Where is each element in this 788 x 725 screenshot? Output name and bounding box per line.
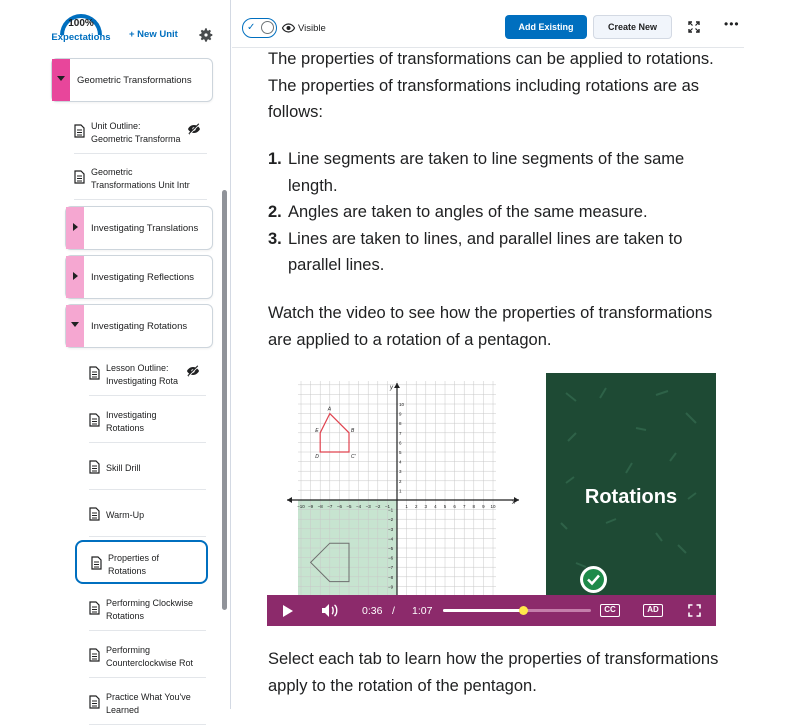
y-tick-label: 5 (399, 450, 402, 455)
topic-label: Practice What You've Learned (106, 692, 191, 715)
x-tick-label: 7 (462, 504, 466, 509)
axis-arrows (287, 383, 519, 503)
check-circle-icon (580, 566, 607, 593)
document-icon (91, 556, 102, 570)
sidebar (0, 0, 231, 715)
topic-label: Performing Clockwise Rotations (106, 598, 194, 621)
y-tick-label: 1 (399, 488, 402, 494)
y-tick-label: 8 (399, 421, 402, 427)
progress-bar[interactable] (443, 609, 591, 612)
expectations-button[interactable] (50, 14, 112, 44)
y-tick-label: −3 (388, 526, 394, 532)
vertex-label: A (327, 406, 332, 413)
topic-item[interactable] (89, 681, 206, 725)
list-number: 3. (268, 229, 282, 248)
x-tick-label: 6 (453, 504, 456, 509)
chalk-pattern (546, 373, 716, 595)
vertex-label: E (315, 427, 319, 434)
x-tick-label: 3 (424, 504, 428, 509)
shaded-quadrant (298, 500, 397, 595)
list-item (268, 226, 738, 279)
x-tick-label: 8 (472, 504, 476, 509)
document-icon (89, 507, 100, 521)
vertex-label: D (315, 454, 319, 460)
topic-label: Properties of Rotations (108, 553, 160, 576)
topic-label: Lesson Outline: Investigating Rota (106, 363, 179, 386)
x-tick-label: −8 (317, 504, 323, 509)
hidden-eye-icon (187, 122, 201, 134)
gear-icon[interactable] (198, 27, 214, 43)
x-tick-label: −3 (365, 504, 371, 509)
sidebar-scrollbar[interactable] (222, 190, 227, 610)
toggle-knob (261, 21, 274, 34)
y-tick-label: −1 (388, 507, 394, 513)
topic-label: Performing Counterclockwise Rot (106, 645, 194, 668)
progress-handle[interactable] (519, 606, 528, 615)
topic-item[interactable] (89, 352, 206, 396)
add-existing-button[interactable]: Add Existing (505, 15, 587, 39)
x-tick-label: 10 (490, 504, 496, 509)
topic-item[interactable] (89, 399, 206, 443)
check-icon: ✓ (247, 22, 256, 33)
y-tick-label: −5 (388, 546, 394, 551)
vertex-label: B (351, 427, 355, 434)
x-tick-label: −6 (336, 504, 342, 509)
y-tick-label: −8 (388, 574, 394, 580)
expectations-percent: 100% (68, 18, 94, 29)
document-icon (89, 366, 100, 380)
eye-icon (282, 23, 295, 33)
x-axis-label: x (512, 500, 515, 506)
intro-paragraph: The properties of transformations can be applied to rotations. The properties of transformations including rotations are as follows: (268, 50, 714, 121)
fullscreen-icon[interactable] (688, 604, 701, 617)
caret-right-icon[interactable] (73, 272, 78, 280)
topic-item[interactable] (89, 493, 206, 537)
list-item (268, 146, 738, 199)
expand-icon[interactable] (688, 21, 700, 33)
list-text: Line segments are taken to line segments of the same length. (288, 150, 685, 195)
properties-list (268, 146, 738, 279)
unit-card[interactable] (65, 304, 213, 348)
topic-item[interactable] (89, 634, 206, 678)
content-toolbar (232, 0, 744, 48)
create-new-button[interactable]: Create New (593, 15, 672, 39)
y-tick-label: −2 (388, 517, 394, 523)
list-number: 2. (268, 203, 282, 221)
caret-right-icon[interactable] (73, 223, 78, 231)
topic-item[interactable] (89, 446, 206, 490)
topic-item[interactable] (89, 587, 206, 631)
list-text: Lines are taken to lines, and parallel lines are taken to parallel lines. (288, 229, 683, 274)
video-title: Rotations (584, 486, 678, 508)
total-time: 1:07 (412, 605, 433, 617)
x-tick-label: 4 (434, 504, 437, 509)
document-icon (89, 413, 100, 427)
y-tick-label: −7 (388, 565, 394, 571)
expectations-label: Expectations (51, 32, 111, 43)
y-tick-label: −4 (388, 536, 394, 542)
document-icon (89, 460, 100, 474)
unit-card[interactable] (51, 58, 213, 102)
topic-label: Skill Drill (106, 463, 141, 473)
topic-label: Warm-Up (106, 510, 145, 520)
video-player[interactable] (267, 373, 716, 626)
unit-label: Geometric Transformations (77, 75, 192, 86)
video-title-panel (546, 373, 716, 595)
y-tick-label: 2 (399, 478, 402, 484)
y-tick-label: 10 (399, 402, 405, 407)
progress-fill (443, 609, 523, 612)
list-number: 1. (268, 150, 282, 168)
visible-label: Visible (298, 23, 326, 34)
y-tick-label: 6 (399, 440, 402, 446)
x-tick-label: −7 (327, 504, 333, 509)
unit-label: Investigating Translations (91, 223, 199, 234)
y-tick-label: 4 (399, 459, 402, 465)
unit-label: Investigating Rotations (91, 321, 188, 332)
document-icon (89, 648, 100, 662)
y-axis-label: y (390, 385, 393, 391)
watch-paragraph: Watch the video to see how the properties of transformations are applied to a rotation of a pentagon. (268, 304, 713, 349)
y-tick-label: 9 (399, 411, 402, 417)
y-tick-label: 7 (399, 430, 402, 436)
y-tick-label: −6 (388, 555, 394, 561)
y-tick-label: 3 (399, 469, 402, 475)
topic-label: Investigating Rotations (106, 410, 157, 433)
topic-label: Geometric Transformations Unit Intr (91, 167, 190, 190)
audio-description-button[interactable]: AD (643, 604, 663, 617)
play-icon[interactable] (283, 605, 293, 617)
x-tick-label: −2 (375, 504, 381, 509)
document-icon (74, 170, 85, 184)
coordinate-graph (267, 373, 547, 595)
caret-down-icon[interactable] (71, 322, 79, 327)
topic-item[interactable] (75, 540, 208, 584)
caret-down-icon[interactable] (57, 76, 65, 81)
topic-item[interactable] (74, 110, 207, 154)
x-tick-label: −10 (297, 504, 305, 509)
x-tick-label: −9 (308, 504, 314, 509)
time-separator: / (392, 605, 395, 617)
document-icon (74, 124, 85, 138)
topic-label: Unit Outline: Geometric Transforma (91, 121, 181, 144)
x-tick-label: −4 (356, 504, 362, 509)
new-unit-button[interactable]: + New Unit (129, 29, 178, 40)
unit-card[interactable] (65, 255, 213, 299)
select-tabs-paragraph: Select each tab to learn how the properties of transformations apply to the rotation of the pentagon. (268, 650, 719, 695)
sidebar-header (0, 0, 231, 50)
x-tick-label: −1 (384, 504, 390, 509)
x-tick-label: 5 (443, 504, 447, 509)
x-tick-label: 2 (414, 504, 418, 509)
document-icon (89, 695, 100, 709)
current-time: 0:36 (362, 605, 383, 617)
visibility-toggle[interactable] (242, 18, 277, 38)
unit-label: Investigating Reflections (91, 272, 194, 283)
x-tick-label: 9 (482, 504, 485, 509)
topic-item[interactable] (74, 156, 207, 200)
unit-card[interactable] (65, 206, 213, 250)
hidden-eye-icon (186, 364, 200, 376)
more-options-icon[interactable]: ••• (724, 17, 740, 31)
y-tick-label: −9 (388, 584, 394, 590)
document-icon (89, 601, 100, 615)
list-item (268, 199, 738, 226)
video-controls (267, 595, 716, 626)
vertex-label: C' (351, 454, 356, 460)
list-text: Angles are taken to angles of the same measure. (288, 203, 648, 221)
x-tick-label: 1 (405, 504, 408, 509)
volume-icon[interactable] (321, 603, 339, 618)
closed-captions-button[interactable]: CC (600, 604, 620, 617)
x-tick-label: −5 (346, 504, 352, 509)
